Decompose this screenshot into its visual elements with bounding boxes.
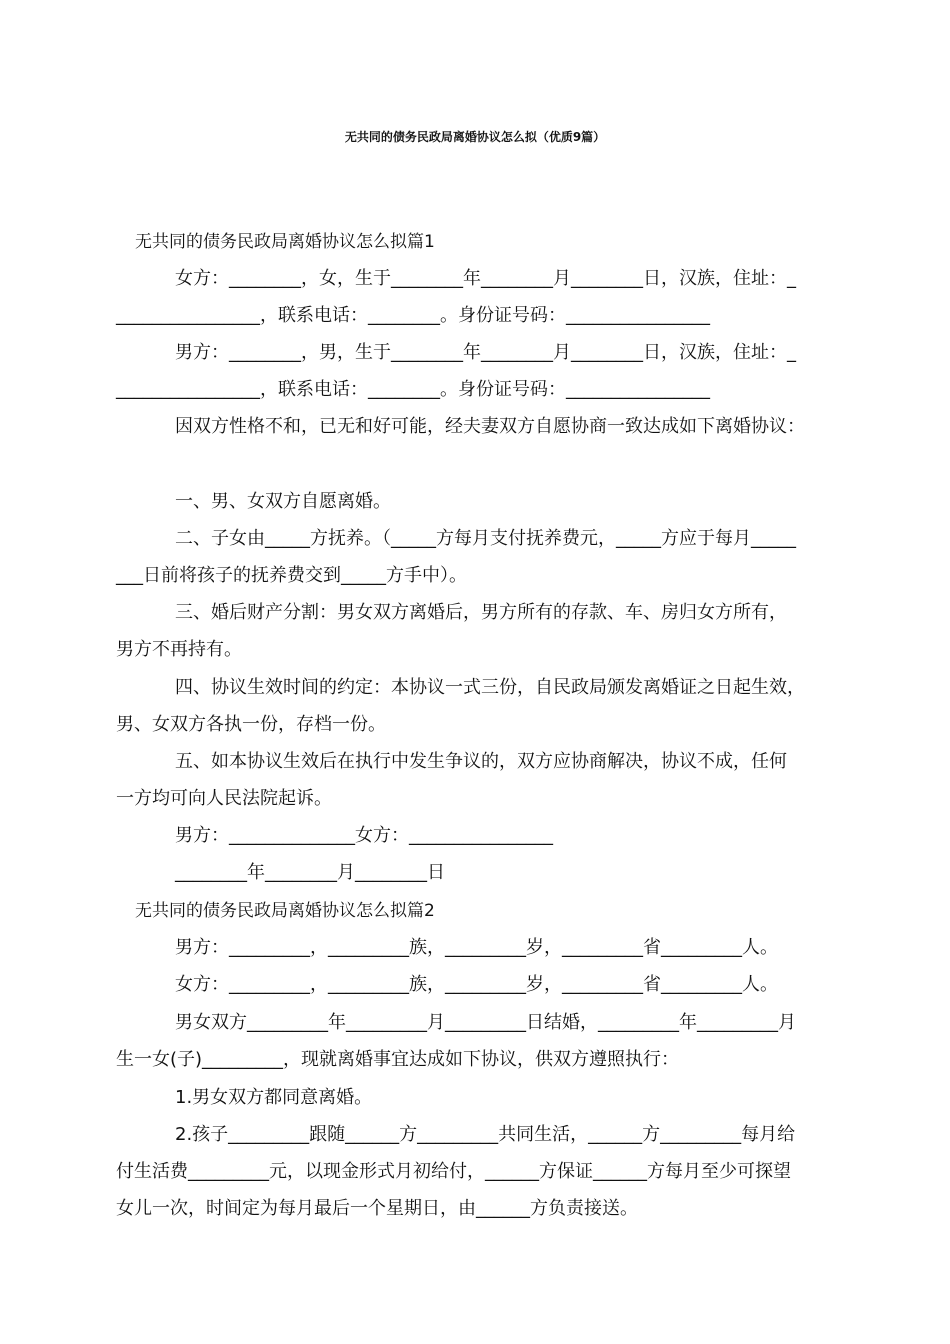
- marriage-line-cont: 生一女(子)_________，现就离婚事宜达成如下协议，供双方遵照执行：: [116, 1049, 680, 1070]
- clause-4: 四、协议生效时间的约定：本协议一式三份，自民政局颁发离婚证之日起生效，: [175, 677, 805, 698]
- husband-info-line-cont: ________________，联系电话：________。身份证号码：________________: [116, 379, 710, 400]
- clause-1: 一、男、女双方自愿离婚。: [175, 491, 391, 512]
- section-heading-1: 无共同的债务民政局离婚协议怎么拟篇1: [135, 232, 435, 252]
- item-2-cont-2: 女儿一次，时间定为每月最后一个星期日，由______方负责接送。: [116, 1198, 638, 1219]
- husband-info-line-2: 男方：_________，_________族，_________岁，_________省_________人。: [175, 937, 778, 958]
- date-line: ________年________月________日: [175, 862, 445, 883]
- clause-2-cont: ___日前将孩子的抚养费交到_____方手中）。: [116, 565, 467, 586]
- marriage-line: 男女双方_________年_________月_________日结婚，_________年_________月: [175, 1012, 796, 1033]
- husband-info-line: 男方：________，男，生于________年________月________日，汉族，住址：_: [175, 342, 796, 363]
- clause-2: 二、子女由_____方抚养。（_____方每月支付抚养费元，_____方应于每月_____: [175, 528, 796, 549]
- signature-line: 男方：______________女方：________________: [175, 825, 553, 846]
- clause-5: 五、如本协议生效后在执行中发生争议的，双方应协商解决，协议不成，任何: [175, 751, 787, 772]
- clause-4-cont: 男、女双方各执一份，存档一份。: [116, 714, 386, 735]
- item-1: 1.男女双方都同意离婚。: [175, 1087, 373, 1108]
- clause-3-cont: 男方不再持有。: [116, 639, 242, 660]
- wife-info-line: 女方：________，女，生于________年________月________日，汉族，住址：_: [175, 268, 796, 289]
- clause-3: 三、婚后财产分割：男女双方离婚后，男方所有的存款、车、房归女方所有，: [175, 602, 787, 623]
- clause-5-cont: 一方均可向人民法院起诉。: [116, 788, 332, 809]
- item-2-cont: 付生活费_________元，以现金形式月初给付，______方保证______方每月至少可探望: [116, 1161, 791, 1182]
- wife-info-line-2: 女方：_________，_________族，_________岁，_________省_________人。: [175, 974, 778, 995]
- item-2: 2.孩子_________跟随______方_________共同生活，______方_________每月给: [175, 1124, 796, 1145]
- wife-info-line-cont: ________________，联系电话：________。身份证号码：________________: [116, 305, 710, 326]
- section-heading-2: 无共同的债务民政局离婚协议怎么拟篇2: [135, 901, 435, 921]
- intro-paragraph: 因双方性格不和，已无和好可能，经夫妻双方自愿协商一致达成如下离婚协议：: [175, 416, 805, 437]
- document-title: 无共同的债务民政局离婚协议怎么拟（优质9篇）: [344, 130, 606, 144]
